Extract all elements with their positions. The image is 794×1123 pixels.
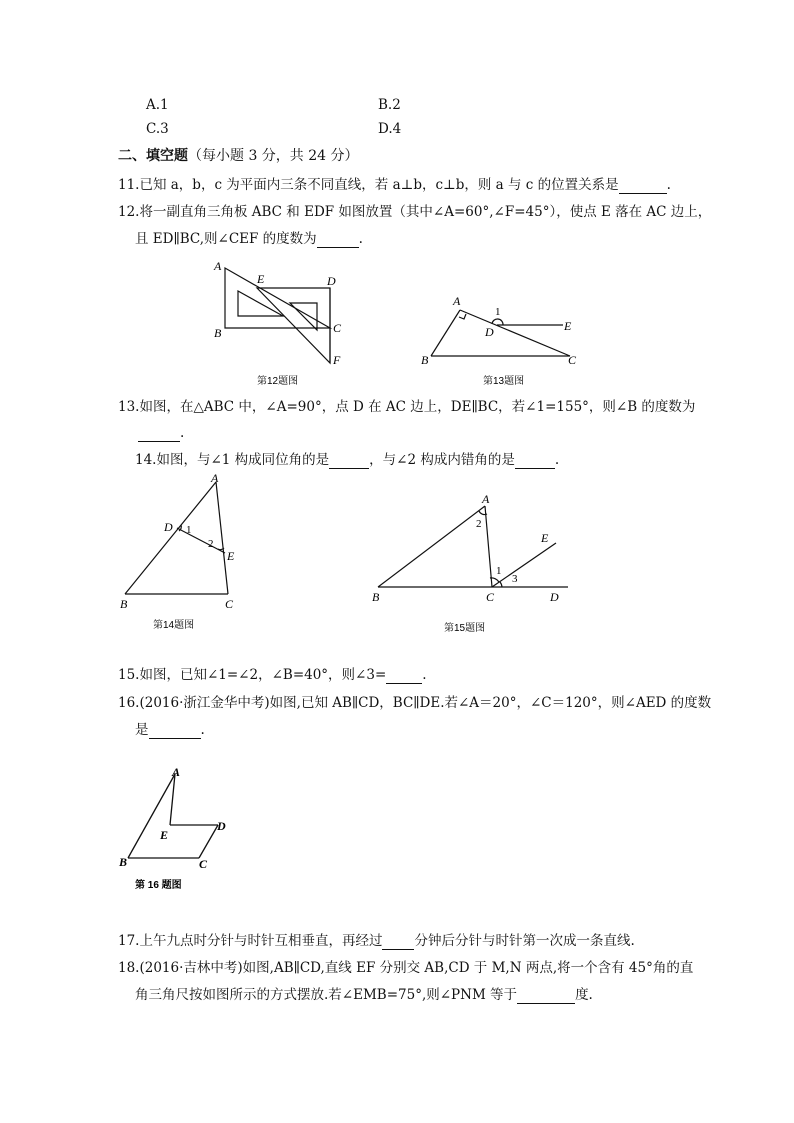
label-angle-1: 1 (495, 306, 501, 318)
label-a: A (482, 492, 490, 506)
answer-blank (138, 427, 180, 442)
label-a: A (453, 294, 461, 308)
right-angle-mark (459, 314, 466, 319)
label-angle-1: 1 (186, 524, 192, 536)
question-16-line2: 是 . (135, 722, 205, 738)
question-14: 14.如图，与∠1 构成同位角的是 ，与∠2 构成内错角的是 . (135, 452, 560, 468)
label-angle-2: 2 (208, 538, 214, 550)
side-ac (460, 310, 570, 356)
answer-blank (619, 179, 667, 194)
question-18-line2: 角三角尺按如图所示的方式摆放.若∠EMB=75°,则∠PNM 等于 度. (135, 987, 593, 1003)
label-a: A (211, 471, 219, 485)
label-c: C (486, 590, 495, 604)
side-ac (216, 482, 228, 594)
figure-13-caption: 第13题图 (483, 376, 525, 387)
figure-16-caption: 第 16 题图 (135, 880, 182, 891)
question-13-line1: 13.如图，在△ABC 中，∠A=90°，点 D 在 AC 边上，DE∥BC，若∠1=155°，则∠B 的度数为 (118, 399, 696, 415)
answer-blank-1 (329, 454, 369, 469)
figure-16 (115, 762, 240, 897)
angle-3-arc (500, 582, 502, 587)
answer-blank (517, 989, 575, 1004)
option-a: A.1 (146, 97, 169, 113)
label-e: E (564, 319, 572, 333)
figure-15 (368, 488, 578, 638)
ray-ce (492, 543, 556, 587)
label-a: A (214, 259, 222, 273)
side-ab (378, 506, 485, 587)
label-d: D (485, 325, 494, 339)
label-e: E (227, 549, 235, 563)
figure-15-caption: 第15题图 (444, 623, 486, 634)
question-12-line2: 且 ED∥BC,则∠CEF 的度数为 . (135, 231, 363, 247)
label-e: E (257, 272, 265, 286)
label-c: C (568, 353, 577, 367)
segment-cd (199, 825, 218, 858)
label-f: F (333, 353, 341, 367)
option-d: D.4 (378, 121, 402, 137)
figure-13 (415, 290, 595, 390)
label-c: C (225, 597, 234, 611)
label-e: E (541, 531, 549, 545)
question-13-line2: . (138, 424, 184, 442)
answer-blank-2 (515, 454, 555, 469)
label-d: D (164, 520, 173, 534)
label-a: A (172, 765, 181, 779)
label-c: C (199, 857, 208, 871)
label-angle-3: 3 (512, 573, 518, 585)
section-note: （每小题 3 分，共 24 分） (188, 148, 359, 164)
label-b: B (421, 353, 429, 367)
figure-14 (115, 470, 250, 635)
label-angle-2: 2 (476, 518, 482, 530)
triangle-abc-outer (225, 268, 330, 328)
question-18-line1: 18.(2016·吉林中考)如图,AB∥CD,直线 EF 分别交 AB,CD 于 M,N 两点,将一个含有 45°角的直 (118, 960, 694, 976)
question-17: 17.上午九点时分针与时针互相垂直，再经过 分钟后分针与时针第一次成一条直线. (118, 933, 635, 949)
question-15: 15.如图，已知∠1=∠2，∠B=40°，则∠3= . (118, 667, 427, 683)
side-ab (125, 482, 216, 594)
label-c: C (333, 321, 342, 335)
label-b: B (214, 326, 222, 340)
segment-ab (128, 774, 175, 858)
label-b: B (120, 597, 128, 611)
answer-blank (317, 233, 359, 248)
section-title: 二、填空题 (118, 148, 188, 164)
option-b: B.2 (378, 97, 401, 113)
question-12-line1: 12.将一副直角三角板 ABC 和 EDF 如图放置（其中∠A=60°,∠F=45°），使点 E 落在 AC 边上， (118, 204, 712, 220)
question-16-line1: 16.(2016·浙江金华中考)如图,已知 AB∥CD，BC∥DE.若∠A＝20°，∠C＝120°，则∠AED 的度数 (118, 695, 712, 711)
label-b: B (372, 590, 380, 604)
section-header (118, 147, 359, 165)
figure-12-caption: 第12题图 (257, 376, 299, 387)
triangle-edf-outer (257, 288, 330, 363)
figure-12 (205, 258, 365, 388)
angle-2-arc (218, 548, 224, 550)
label-d: D (550, 590, 559, 604)
label-d: D (327, 274, 336, 288)
figure-14-caption: 第14题图 (153, 620, 195, 631)
option-c: C.3 (146, 121, 169, 137)
side-ac (485, 506, 492, 587)
answer-blank (382, 935, 414, 950)
side-ab (431, 310, 460, 356)
question-11: 11.已知 a，b，c 为平面内三条不同直线，若 a⊥b，c⊥b，则 a 与 c 的位置关系是 . (118, 177, 671, 193)
label-b: B (119, 855, 128, 869)
triangle-abc-inner (238, 291, 283, 316)
label-angle-1: 1 (496, 565, 502, 577)
answer-blank (386, 669, 422, 684)
line-de (177, 528, 225, 553)
answer-blank (149, 724, 201, 739)
label-e: E (160, 828, 169, 842)
label-d: D (217, 819, 226, 833)
